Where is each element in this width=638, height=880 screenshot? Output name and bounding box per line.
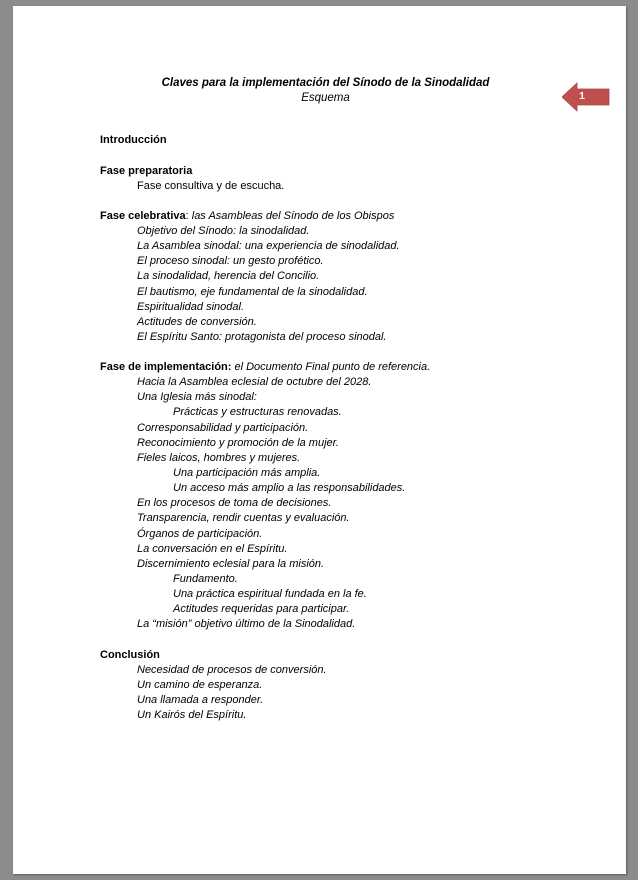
section-heading-introduccion: Introducción [100,134,167,146]
list-item: El bautismo, eje fundamental de la sinodalidad. [137,286,368,298]
section-heading-conclusion: Conclusión [100,649,160,661]
list-item: Necesidad de procesos de conversión. [137,664,327,676]
page-marker[interactable] [562,82,610,112]
heading-label: Fase de implementación: [100,361,232,373]
heading-suffix: las Asambleas del Sínodo de los Obispos [191,210,395,222]
list-subitem: Prácticas y estructuras renovadas. [173,406,342,418]
heading-colon: : [185,210,192,222]
document-title: Claves para la implementación del Sínodo de la Sinodalidad [161,77,490,89]
list-item: Órganos de participación. [137,528,263,540]
list-item: El proceso sinodal: un gesto profético. [137,255,324,267]
list-item: Reconocimiento y promoción de la mujer. [137,437,339,449]
heading-suffix: el Documento Final punto de referencia. [234,361,431,373]
list-subitem: Una práctica espiritual fundada en la fe. [173,588,367,600]
list-item: La Asamblea sinodal: una experiencia de sinodalidad. [137,240,400,252]
list-item: Transparencia, rendir cuentas y evaluación. [137,512,350,524]
list-item: Discernimiento eclesial para la misión. [137,558,325,570]
section-heading-celebrativa [100,209,394,224]
page-number: 1 [579,90,585,102]
heading-label: Fase celebrativa [100,210,186,222]
list-item: Objetivo del Sínodo: la sinodalidad. [137,225,310,237]
list-subitem: Actitudes requeridas para participar. [173,603,350,615]
list-item: Hacia la Asamblea eclesial de octubre del 2028. [137,376,372,388]
list-item: La “misión” objetivo último de la Sinodalidad. [137,618,356,630]
section-heading-preparatoria: Fase preparatoria [100,165,193,177]
list-item: El Espíritu Santo: protagonista del proceso sinodal. [137,331,387,343]
list-item: Corresponsabilidad y participación. [137,422,309,434]
list-subitem: Un acceso más amplio a las responsabilidades. [173,482,406,494]
document-subtitle: Esquema [301,92,350,104]
list-item: La conversación en el Espíritu. [137,543,288,555]
list-subitem: Una participación más amplia. [173,467,321,479]
section-heading-implementacion [100,360,430,375]
list-item: Fase consultiva y de escucha. [137,180,285,192]
list-item: La sinodalidad, herencia del Concilio. [137,270,320,282]
list-item: Espiritualidad sinodal. [137,301,245,313]
list-item: Fieles laicos, hombres y mujeres. [137,452,301,464]
list-item: Un camino de esperanza. [137,679,263,691]
list-item: Actitudes de conversión. [137,316,257,328]
list-subitem: Fundamento. [173,573,238,585]
list-item: Una Iglesia más sinodal: [137,391,257,403]
list-item: Un Kairós del Espíritu. [137,709,247,721]
list-item: En los procesos de toma de decisiones. [137,497,332,509]
list-item: Una llamada a responder. [137,694,264,706]
